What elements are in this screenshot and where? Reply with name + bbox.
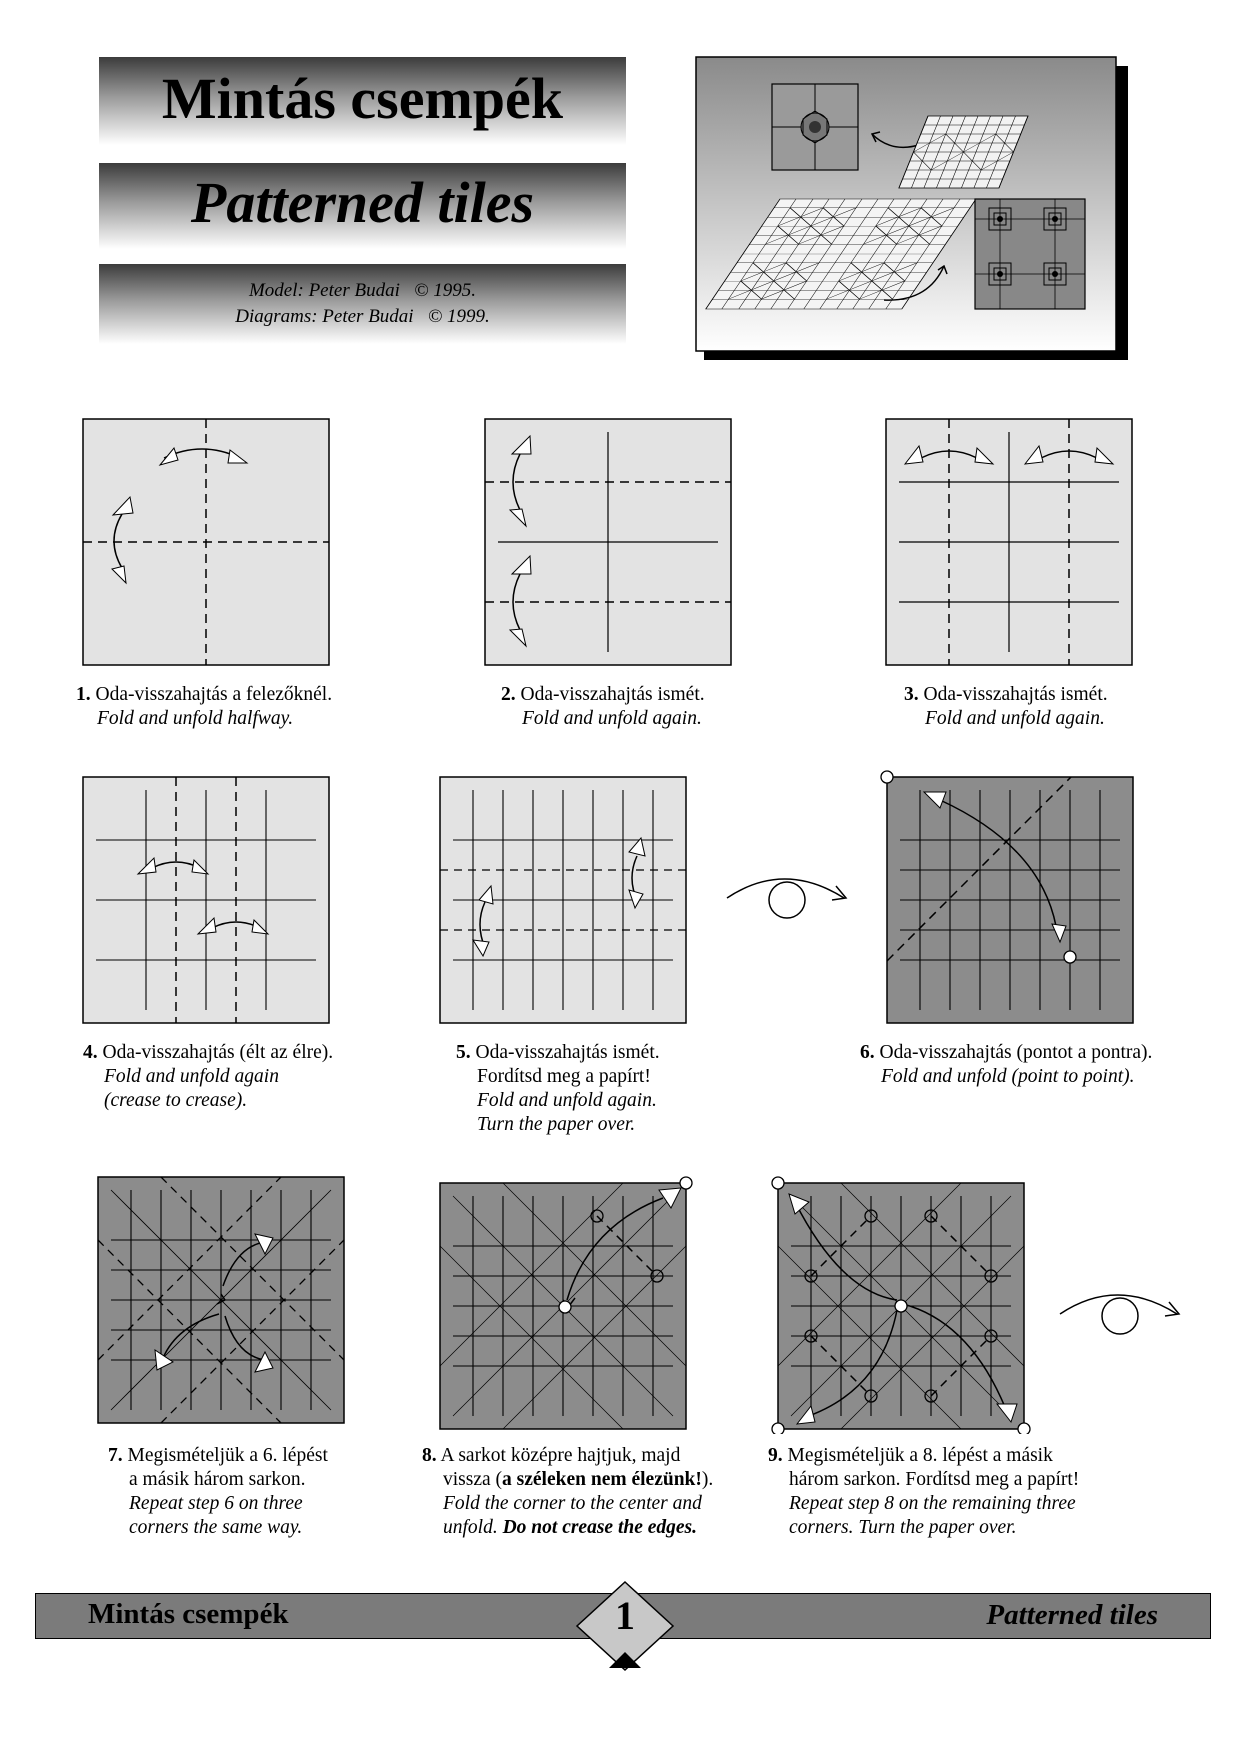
page-number: 1 xyxy=(615,1593,635,1638)
step-text-en: Repeat step 6 on three xyxy=(129,1493,303,1514)
step-text-en: corners. Turn the paper over. xyxy=(789,1517,1017,1538)
step-text-hu: Oda-visszahajtás a felezőknél. xyxy=(95,684,333,705)
step-text-en: Fold and unfold halfway. xyxy=(97,708,294,729)
diagram-credit: Diagrams: Peter Budai © 1999. xyxy=(235,306,490,327)
step-number: 8. xyxy=(422,1445,437,1466)
step-text-hu: Oda-visszahajtás (élt az élre). xyxy=(102,1042,334,1063)
step-warning-hu: a széleken nem élezünk! xyxy=(502,1469,702,1490)
step-text-en: corners the same way. xyxy=(129,1517,303,1538)
model-credit: Model: Peter Budai © 1995. xyxy=(248,280,477,301)
step-text-hu: ). xyxy=(701,1469,714,1490)
step-text-en: unfold. xyxy=(443,1517,503,1538)
step-number: 4. xyxy=(83,1042,98,1063)
step-number: 2. xyxy=(501,684,516,705)
step-6-caption xyxy=(860,1041,1152,1089)
step-text-hu: Oda-visszahajtás ismét. xyxy=(475,1042,660,1063)
step-4-diagram xyxy=(82,776,332,1026)
step-text-en: Fold the corner to the center and xyxy=(443,1493,702,1514)
step-7-caption xyxy=(108,1444,328,1540)
step-text-hu: A sarkot középre hajtjuk, majd xyxy=(440,1445,681,1466)
step-2-caption xyxy=(501,683,705,731)
step-text-en: Fold and unfold again. xyxy=(477,1090,657,1111)
footer-title-en: Patterned tiles xyxy=(986,1599,1158,1631)
step-4-caption xyxy=(83,1041,333,1113)
step-number: 6. xyxy=(860,1042,875,1063)
step-5-diagram xyxy=(439,776,689,1026)
step-number: 5. xyxy=(456,1042,471,1063)
step-number: 1. xyxy=(76,684,91,705)
step-9-caption xyxy=(768,1444,1079,1540)
footer-title-hu: Mintás csempék xyxy=(88,1598,289,1630)
step-7-diagram xyxy=(97,1176,347,1426)
step-text-hu: Megismételjük a 8. lépést a másik xyxy=(787,1445,1053,1466)
step-text-en: (crease to crease). xyxy=(104,1090,248,1111)
cover-illustration xyxy=(692,56,1132,362)
step-8-diagram xyxy=(439,1176,701,1432)
step-text-en: Repeat step 8 on the remaining three xyxy=(789,1493,1076,1514)
step-text-hu: Fordítsd meg a papírt! xyxy=(477,1066,651,1087)
step-8-caption xyxy=(422,1444,713,1540)
step-text-hu: Oda-visszahajtás ismét. xyxy=(923,684,1108,705)
title-hu: Mintás csempék xyxy=(161,66,564,131)
step-text-en: Fold and unfold again. xyxy=(925,708,1105,729)
step-3-caption xyxy=(904,683,1108,731)
title-en: Patterned tiles xyxy=(190,170,535,235)
step-text-hu: vissza ( xyxy=(443,1469,503,1490)
step-text-hu: három sarkon. Fordítsd meg a papírt! xyxy=(789,1469,1080,1490)
step-9-diagram xyxy=(771,1172,1033,1434)
single-tile-icon xyxy=(772,84,858,170)
credits-banner xyxy=(99,264,626,344)
step-text-en: Fold and unfold again. xyxy=(522,708,702,729)
step-text-en: Fold and unfold again xyxy=(104,1066,279,1087)
step-1-diagram xyxy=(82,418,332,668)
title-hu-banner xyxy=(99,57,626,145)
step-1-caption xyxy=(76,683,332,731)
step-number: 3. xyxy=(904,684,919,705)
step-number: 9. xyxy=(768,1445,783,1466)
turn-over-icon-2 xyxy=(1057,1282,1183,1342)
step-text-hu: Megismételjük a 6. lépést xyxy=(127,1445,328,1466)
step-text-en: Fold and unfold (point to point). xyxy=(881,1066,1135,1087)
step-5-caption xyxy=(456,1041,660,1137)
step-text-hu: a másik három sarkon. xyxy=(129,1469,306,1490)
step-warning-en: Do not crease the edges. xyxy=(502,1517,698,1538)
step-text-hu: Oda-visszahajtás ismét. xyxy=(520,684,705,705)
turn-over-icon xyxy=(724,866,850,926)
step-3-diagram xyxy=(885,418,1135,668)
step-2-diagram xyxy=(484,418,734,668)
title-en-banner xyxy=(99,163,626,249)
step-number: 7. xyxy=(108,1445,123,1466)
step-text-en: Turn the paper over. xyxy=(477,1114,636,1135)
step-6-diagram xyxy=(880,766,1140,1028)
four-tiles-icon xyxy=(975,199,1085,309)
step-text-hu: Oda-visszahajtás (pontot a pontra). xyxy=(879,1042,1153,1063)
